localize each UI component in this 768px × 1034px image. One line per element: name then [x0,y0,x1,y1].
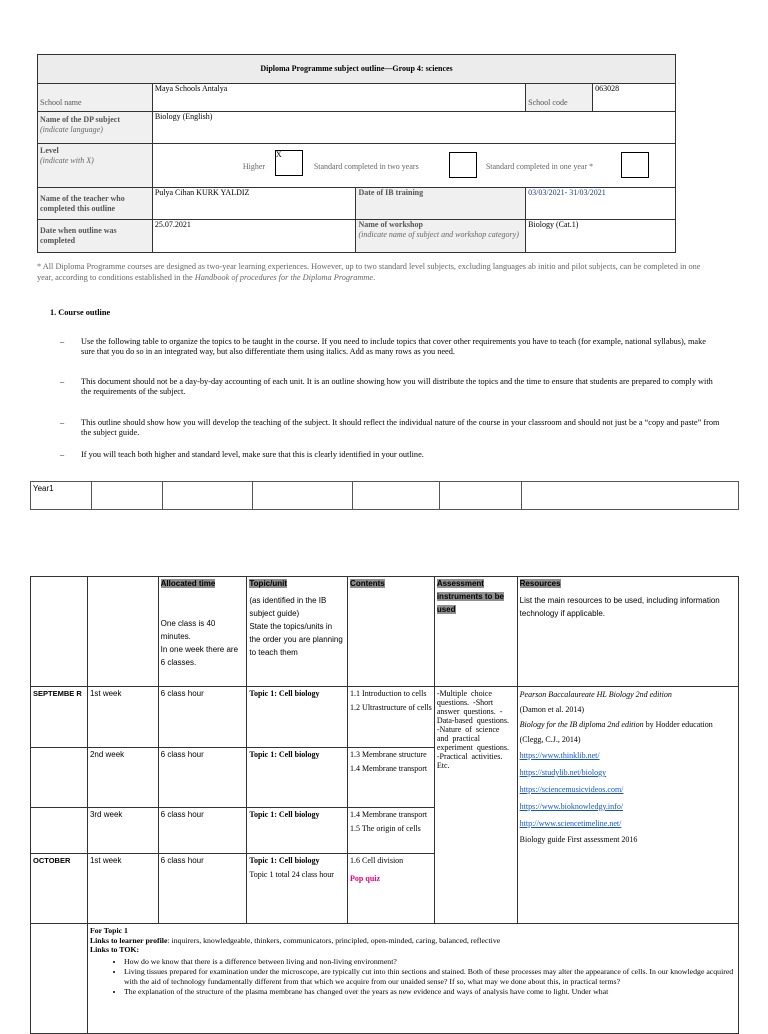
tok-item: • How do we know that there is a difference between living and non-living environment? [124,957,736,967]
bullet-1: – Use the following table to organize the topics to be taught in the course. If you need to include topics that cover other requirements you have to teach (for example, national syllabus), make sure that you do so in an integrated way, but also differentiate them using italics. Add as many rows as you need. [60,337,706,356]
year-cell[interactable] [92,482,163,510]
higher-checkbox[interactable]: X [275,150,303,176]
teacher-label: Name of the teacher who completed this outline [38,188,153,220]
header-topic: Topic/unit [249,579,287,588]
standard-one-year-label: Standard completed in one year * [485,162,594,171]
level-options [152,144,675,188]
tok-label: Links to TOK [89,945,137,954]
month-cell [31,748,88,808]
notes-empty-cell [31,924,88,1034]
month-cell: SEPTEMBE R [31,687,88,748]
year-cell[interactable] [352,482,440,510]
topic-total: Topic 1 total 24 class hour [249,870,334,879]
resource-link[interactable]: https://studylib.net/biology [519,768,607,777]
bullet-4: – If you will teach both higher and standard level, make sure that this is clearly identified in your outline. [60,450,424,459]
teacher-value: Pulya Cihan KURK YALDIZ [152,188,356,220]
resource-link[interactable]: https://www.bioknowledgy.info/ [519,802,624,811]
tok-item: • Living tissues prepared for examination under the microscope, are typically cut into thin sections and stained. Both of these processes may alter the appearance of cells. In our knowledge acquired with the aid of technology fundamentally different from that which we acquire from our unaided sense? If so, what may we done about this, in practical terms? [124,967,736,986]
topic-note-2: State the topics/units in the order you are planning to teach them [249,622,343,657]
time-cell: 6 class hour [158,854,247,924]
resource-book-1-author: (Damon et al. 2014) [519,705,585,714]
standard-two-years-checkbox[interactable] [449,152,477,178]
subject-value: Biology (English) [152,112,675,144]
allocated-note: One class is 40 minutes. [160,619,216,641]
content-item: 1.4 Membrane transport [350,810,428,819]
content-item: 1.1 Introduction to cells [350,689,427,698]
content-item: 1.6 Cell division [350,856,404,865]
bullet-3-text: This outline should show how you will develop the teaching of the subject. It should reflect the individual nature of the course in your classroom and should not just be a “copy and paste” from the subject guide. [81,418,720,437]
tok-item: • The explanation of the structure of the plasma membrane has changed over the years as new evidence and ways of analysis have come to light. Under what [124,987,736,997]
resources-cell [517,687,738,924]
workshop-hint: (indicate name of subject and workshop category) [358,230,519,239]
topic-cell [247,854,348,924]
topic-cell: Topic 1: Cell biology [247,808,348,854]
topic-cell: Topic 1: Cell biology [247,687,348,748]
header-resources-cell [517,577,738,687]
subject-label-cell [38,112,153,144]
bullet-2: – This document should not be a day-by-day accounting of each unit. It is an outline showing how you will distribute the topics and the time to ensure that students are prepared to comply with the requirements of the subject. [60,377,713,396]
header-assessment: Assessment instruments to be used [436,579,504,614]
time-cell: 6 class hour [158,687,247,748]
course-plan-table [30,576,739,1034]
school-name-value: Maya Schools Antalya [152,84,525,112]
topic-cell: Topic 1: Cell biology [247,748,348,808]
content-item: 1.5 The origin of cells [350,824,421,833]
date-value: 25.07.2021 [152,220,356,253]
ib-training-value: 03/03/2021- 31/03/2021 [526,188,676,220]
school-name-label: School name [38,84,153,112]
week-cell: 1st week [87,687,158,748]
contents-cell [348,854,435,924]
notes-cell: For Topic 1 Links to learner profile: inquirers, knowledgeable, thinkers, communicators, principled, open-minded, caring, balanced, reflective Links to TOK: • How do we know that there is a difference between living and non-living environment? • Living tissues prepared for examination under the microscope, are typically cut into thin sections and stained. Both of these processes may alter the appearance of cells. In our knowledge acquired with the aid of technology fundamentally different from that which we acquire from our unaided sense? If so, what may we done about this, in practical terms? • The explanation of the structure of the plasma membrane has changed over the years as new evidence and ways of analysis have come to light. Under what [87,924,738,1034]
time-cell: 6 class hour [158,808,247,854]
header-topic-cell [247,577,348,687]
content-item: 1.4 Membrane transport [350,764,428,773]
higher-label: Higher [242,162,266,171]
standard-two-years-label: Standard completed in two years [313,162,419,171]
allocated-note-2: In one week there are 6 classes. [160,645,239,667]
subject-label: Name of the DP subject [40,115,120,124]
section-heading: 1. Course outline [50,308,111,317]
level-label: Level [40,146,59,155]
time-cell: 6 class hour [158,748,247,808]
header-empty-cell [31,577,88,687]
footnote-handbook: Handbook of procedures for the Diploma Programme [194,273,374,282]
year-table [30,481,739,510]
month-cell [31,808,88,854]
header-empty-cell [87,577,158,687]
bullet-4-text: If you will teach both higher and standard level, make sure that this is clearly identified in your outline. [81,450,424,459]
table-row [31,687,739,748]
content-item: 1.2 Ultrastructure of cells [350,703,432,712]
header-resources: Resources [519,579,561,588]
year-cell[interactable] [522,482,739,510]
bullet-1-text: Use the following table to organize the topics to be taught in the course. If you need to include topics that cover other requirements you have to teach (for example, national syllabus), make sure that you do so in an integrated way, but also differentiate them using italics. Add as many rows as you need. [81,337,706,356]
week-cell: 1st week [87,854,158,924]
workshop-label-cell [356,220,526,253]
level-label-cell [38,144,153,188]
topic-note: (as identified in the IB subject guide) [249,596,327,618]
learner-profile-text: : inquirers, knowledgeable, thinkers, communicators, principled, open-minded, caring, balanced, reflective [167,935,501,945]
for-topic: For Topic 1 [89,926,128,935]
assessment-cell: -Multiple choice questions. -Short answer questions. -Data-based questions. -Nature of science and practical experiment questions. -Practical activities. Etc. [434,687,517,924]
year-cell[interactable] [440,482,522,510]
date-label: Date when outline was completed [38,220,153,253]
header-allocated-time: Allocated time [160,579,216,588]
year-cell[interactable] [253,482,353,510]
resources-note: List the main resources to be used, including information technology if applicable. [519,596,720,618]
month-cell: OCTOBER [31,854,88,924]
school-code-label: School code [526,84,593,112]
bullet-2-text: This document should not be a day-by-day accounting of each unit. It is an outline showing how you will distribute the topics and the time to ensure that students are prepared to comply with the requirements of the subject. [81,377,713,396]
contents-cell [348,687,435,748]
week-cell: 3rd week [87,808,158,854]
footnote: * All Diploma Programme courses are designed as two-year learning experiences. However, up to two standard level subjects, excluding languages ab initio and pilot subjects, can be completed in one year, according to conditions established in the Handbook of procedures for the Diploma Programme. [37,262,701,282]
header-contents-cell [348,577,435,687]
standard-one-year-checkbox[interactable] [621,152,649,178]
content-item: 1.3 Membrane structure [350,750,427,759]
header-contents: Contents [350,579,385,588]
year-cell[interactable] [163,482,253,510]
resource-guide: Biology guide First assessment 2016 [519,835,638,844]
tok-list [90,957,736,997]
school-code-value: 063028 [593,84,676,112]
topic-title: Topic 1: Cell biology [249,856,320,865]
workshop-label: Name of workshop [358,220,423,229]
subject-hint: (indicate language) [40,125,103,134]
resource-book-2-publisher: by Hodder education [645,720,713,729]
resource-link[interactable]: https://sciencemusicvideos.com/ [519,785,624,794]
header-assessment-cell [434,577,517,687]
pop-quiz-label: Pop quiz [350,874,381,883]
bullet-3: – This outline should show how you will develop the teaching of the subject. It should reflect the individual nature of the course in your classroom and should not just be a “copy and paste” from the subject guide. [60,418,720,437]
week-cell: 2nd week [87,748,158,808]
year-label: Year1 [31,482,92,510]
footnote-text: * All Diploma Programme courses are designed as two-year learning experiences. However, up to two standard level subjects, excluding languages ab initio and pilot subjects, can be completed in one year, according to conditions established in the [37,262,701,282]
level-hint: (indicate with X) [40,156,94,165]
ib-training-label: Date of IB training [356,188,526,220]
notes-row [31,924,739,1034]
contents-cell [348,808,435,854]
contents-cell [348,748,435,808]
learner-profile-label: Links to learner profile [89,935,168,945]
resource-book-2: Biology for the IB diploma 2nd edition [519,720,644,729]
header-allocated-time-cell [158,577,247,687]
outline-title: Diploma Programme subject outline—Group 4: sciences [38,55,676,84]
subject-outline-table [37,54,676,253]
resource-link[interactable]: https://www.thinklib.net/ [519,751,600,760]
resource-link[interactable]: http://www.sciencetimeline.net/ [519,819,622,828]
resource-book-2-author: (Clegg, C.J., 2014) [519,735,581,744]
resource-book-1: Pearson Baccalaureate HL Biology 2nd edition [519,690,672,699]
workshop-value: Biology (Cat.1) [526,220,676,253]
